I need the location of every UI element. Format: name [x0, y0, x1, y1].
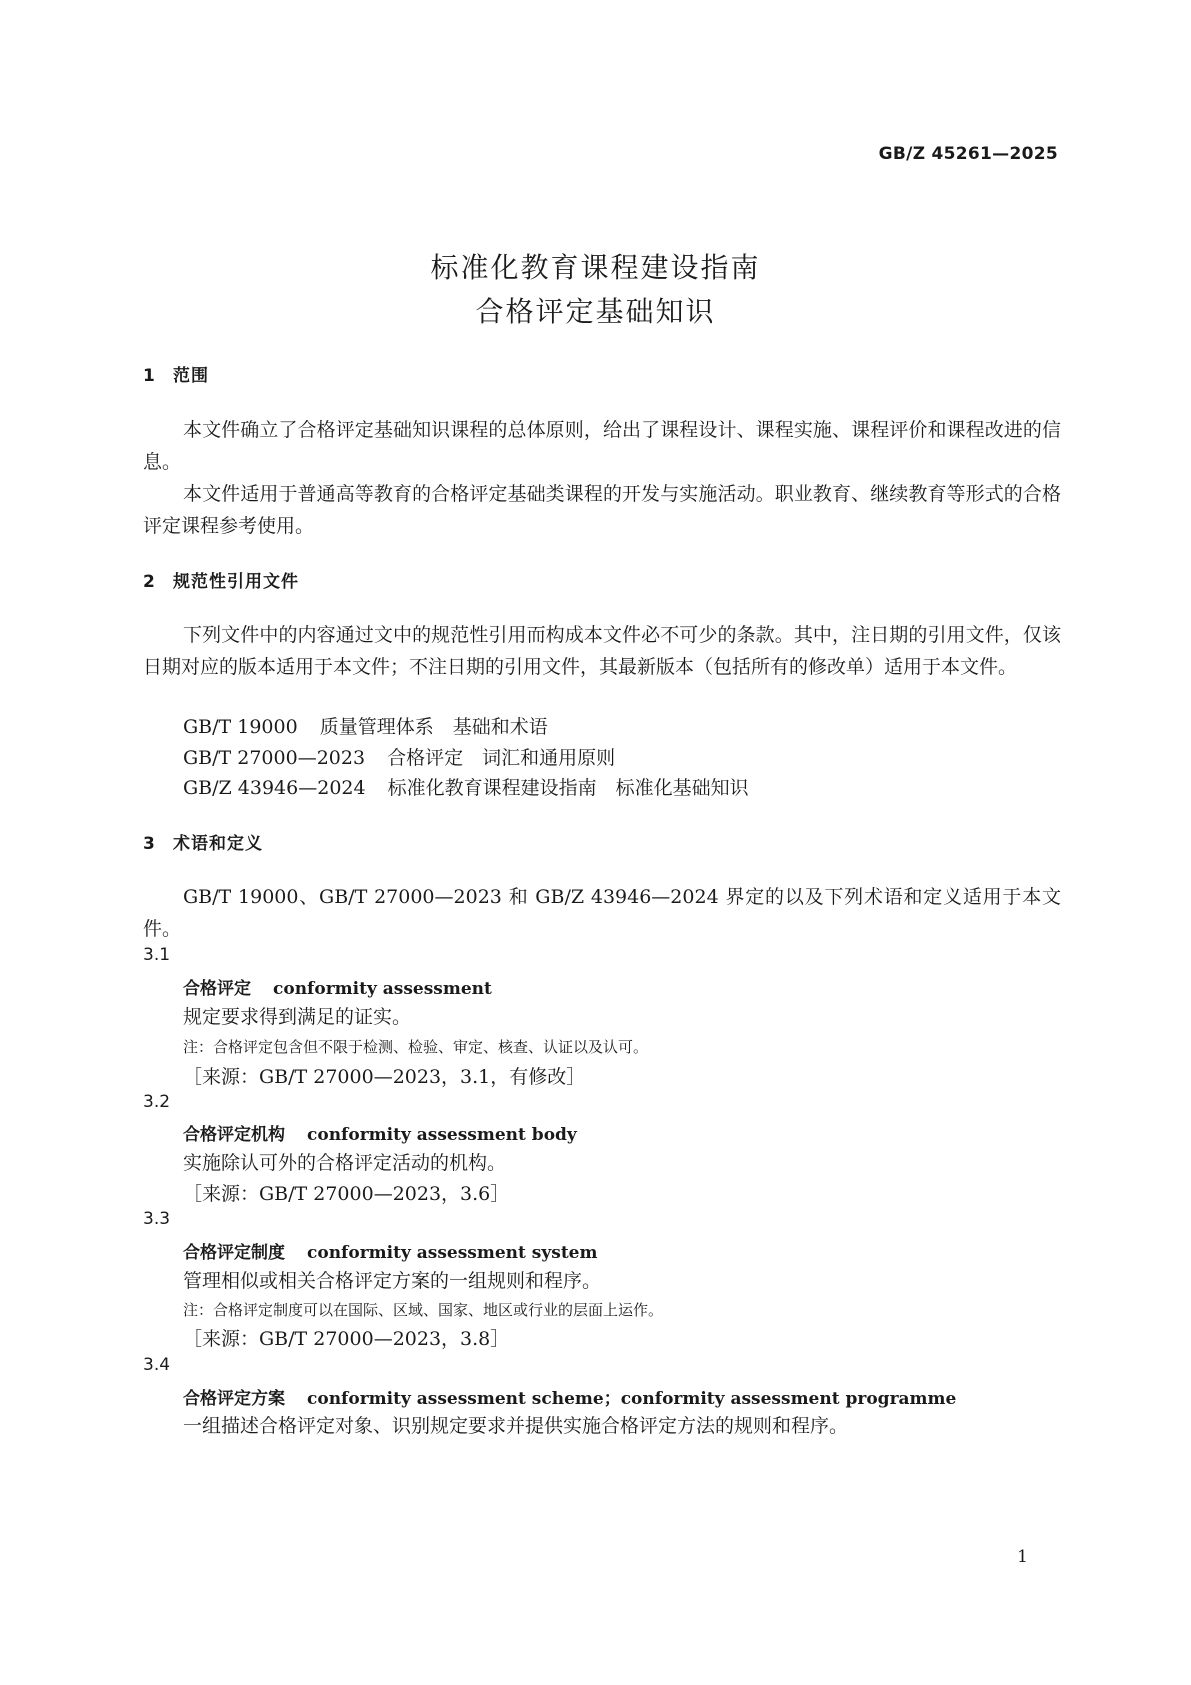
- section-number: 3: [143, 834, 156, 854]
- section-title: 术语和定义: [173, 834, 263, 854]
- reference-title: 质量管理体系 基础和术语: [319, 716, 548, 738]
- term-entry: [183, 1384, 956, 1409]
- reference-item: [183, 712, 548, 739]
- page-number: 1: [1017, 1547, 1028, 1567]
- section-title: 范围: [173, 366, 209, 386]
- paragraph: 本文件确立了合格评定基础知识课程的总体原则，给出了课程设计、课程实施、课程评价和课程改进的信息。: [143, 419, 1061, 473]
- term-zh: 合格评定: [183, 979, 251, 999]
- reference-code: GB/T 27000—2023: [183, 747, 366, 769]
- reference-item: [183, 773, 749, 800]
- document-title: 标准化教育课程建设指南: [430, 251, 761, 284]
- term-source: ［来源：GB/T 27000—2023，3.1，有修改］: [183, 1066, 586, 1088]
- term-entry: [183, 974, 492, 999]
- section-title: 规范性引用文件: [173, 572, 299, 592]
- term-number: 3.1: [143, 945, 171, 965]
- term-number: 3.2: [143, 1092, 171, 1112]
- reference-title: 标准化教育课程建设指南 标准化基础知识: [387, 777, 749, 799]
- term-number: 3.4: [143, 1355, 171, 1375]
- term-entry: [183, 1238, 597, 1263]
- term-note: 注：合格评定制度可以在国际、区域、国家、地区或行业的层面上运作。: [183, 1301, 664, 1319]
- term-number: 3.3: [143, 1209, 171, 1229]
- section-heading-terms: [143, 829, 263, 854]
- reference-item: [183, 743, 615, 770]
- section-heading-scope: [143, 361, 209, 386]
- term-zh: 合格评定机构: [183, 1125, 285, 1145]
- term-en: conformity assessment system: [307, 1243, 598, 1263]
- scope-body: [143, 414, 1061, 542]
- term-zh: 合格评定制度: [183, 1243, 285, 1263]
- term-definition: 实施除认可外的合格评定活动的机构。: [183, 1152, 507, 1174]
- reference-code: GB/Z 43946—2024: [183, 777, 366, 799]
- paragraph: 下列文件中的内容通过文中的规范性引用而构成本文件必不可少的条款。其中，注日期的引用文件，仅该日期对应的版本适用于本文件；不注日期的引用文件，其最新版本（包括所有的修改单）适用于本文件。: [143, 624, 1061, 678]
- term-en: conformity assessment body: [307, 1125, 577, 1145]
- reference-code: GB/T 19000: [183, 716, 298, 738]
- term-definition: 一组描述合格评定对象、识别规定要求并提供实施合格评定方法的规则和程序。: [183, 1415, 849, 1437]
- terms-intro: [143, 881, 1061, 945]
- section-number: 2: [143, 572, 156, 592]
- term-zh: 合格评定方案: [183, 1389, 285, 1409]
- term-en: conformity assessment scheme；conformity assessment programme: [307, 1389, 957, 1409]
- term-source: ［来源：GB/T 27000—2023，3.6］: [183, 1183, 510, 1205]
- term-entry: [183, 1120, 577, 1145]
- document-subtitle: 合格评定基础知识: [475, 295, 716, 328]
- standard-number: GB/Z 45261—2025: [878, 144, 1058, 164]
- section-heading-normative-references: [143, 567, 299, 592]
- section-number: 1: [143, 366, 156, 386]
- term-definition: 管理相似或相关合格评定方案的一组规则和程序。: [183, 1270, 602, 1292]
- normative-references-body: [143, 619, 1061, 683]
- term-definition: 规定要求得到满足的证实。: [183, 1006, 412, 1028]
- term-source: ［来源：GB/T 27000—2023，3.8］: [183, 1328, 510, 1350]
- term-en: conformity assessment: [273, 979, 492, 999]
- term-note: 注：合格评定包含但不限于检测、检验、审定、核查、认证以及认可。: [183, 1038, 649, 1056]
- paragraph: 本文件适用于普通高等教育的合格评定基础类课程的开发与实施活动。职业教育、继续教育等形式的合格评定课程参考使用。: [143, 483, 1061, 537]
- paragraph: GB/T 19000、GB/T 27000—2023 和 GB/Z 43946—2024 界定的以及下列术语和定义适用于本文件。: [143, 886, 1061, 940]
- reference-title: 合格评定 词汇和通用原则: [387, 747, 616, 769]
